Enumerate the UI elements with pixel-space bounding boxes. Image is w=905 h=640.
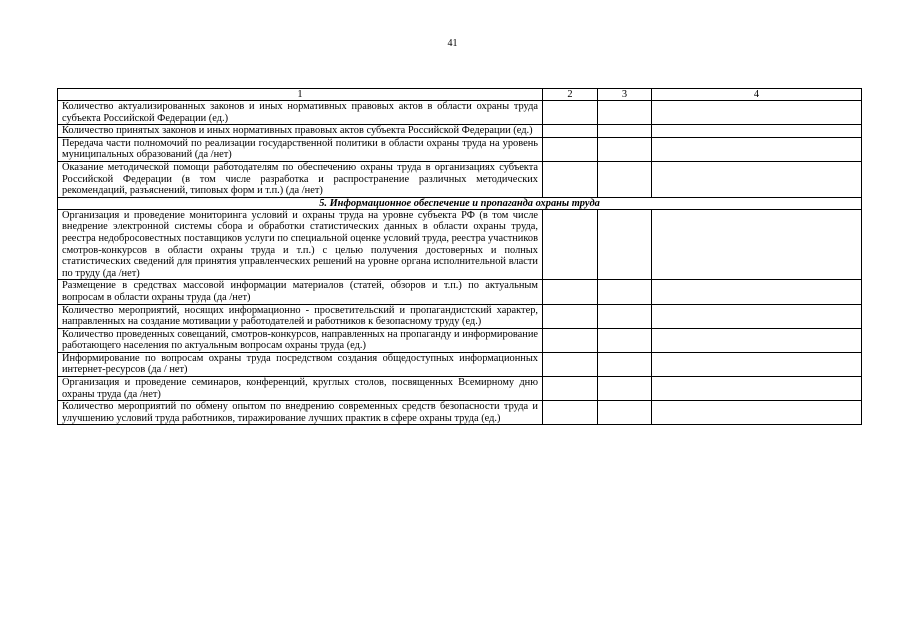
row-description: Количество мероприятий, носящих информационно - просветительский и пропагандистский характер, направленных на создание мотивации у работодателей и работников к безопасному труду (ед.) bbox=[58, 304, 543, 328]
report-table bbox=[57, 88, 862, 425]
table-row bbox=[58, 352, 862, 376]
cell-col2 bbox=[543, 125, 598, 138]
row-description: Количество проведенных совещаний, смотров-конкурсов, направленных на пропаганду и информирование работающего населения по актуальным вопросам охраны труда (ед.) bbox=[58, 328, 543, 352]
cell-col2 bbox=[543, 161, 598, 197]
cell-col4 bbox=[652, 401, 862, 425]
cell-col4 bbox=[652, 377, 862, 401]
row-description: Информирование по вопросам охраны труда посредством создания общедоступных информационных интернет-ресурсов (да / нет) bbox=[58, 352, 543, 376]
cell-col2 bbox=[543, 209, 598, 280]
cell-col2 bbox=[543, 401, 598, 425]
table-row bbox=[58, 161, 862, 197]
cell-col2 bbox=[543, 280, 598, 304]
row-description: Количество принятых законов и иных нормативных правовых актов субъекта Российской Федерации (ед.) bbox=[58, 125, 543, 138]
page-number: 41 bbox=[447, 38, 458, 49]
column-header-1: 1 bbox=[58, 89, 543, 101]
cell-col4 bbox=[652, 352, 862, 376]
row-description: Оказание методической помощи работодателям по обеспечению охраны труда в организациях субъекта Российской Федерации (в том числе разработка и распространение различных методических рекомендаций, разъяснений, типовых форм и т.п.) (да /нет) bbox=[58, 161, 543, 197]
cell-col4 bbox=[652, 161, 862, 197]
cell-col3 bbox=[598, 352, 652, 376]
table-row bbox=[58, 209, 862, 280]
cell-col3 bbox=[598, 125, 652, 138]
cell-col4 bbox=[652, 304, 862, 328]
table-row bbox=[58, 125, 862, 138]
column-header-4: 4 bbox=[652, 89, 862, 101]
row-description: Количество актуализированных законов и иных нормативных правовых актов в области охраны труда субъекта Российской Федерации (ед.) bbox=[58, 101, 543, 125]
row-description: Количество мероприятий по обмену опытом по внедрению современных средств безопасности труда и улучшению условий труда работников, тиражирование лучших практик в сфере охраны труда (ед.) bbox=[58, 401, 543, 425]
cell-col2 bbox=[543, 352, 598, 376]
row-description: Организация и проведение семинаров, конференций, круглых столов, посвященных Всемирному дню охраны труда (да /нет) bbox=[58, 377, 543, 401]
table-row bbox=[58, 137, 862, 161]
row-description: Организация и проведение мониторинга условий и охраны труда на уровне субъекта РФ (в том числе внедрение электронной системы сбора и обработки статистических данных в области охраны труда, реестра недобросовестных поставщиков услуги по специальной оценке условий труда, реестра участников смотров-конкурсов в области охраны труда и т.п.) с целью получения достоверных и полных статистических сведений для принятия управленческих решений на уровне органа исполнительной власти по труду (да /нет) bbox=[58, 209, 543, 280]
cell-col4 bbox=[652, 328, 862, 352]
row-description: Размещение в средствах массовой информации материалов (статей, обзоров и т.п.) по актуальным вопросам в области охраны труда (да /нет) bbox=[58, 280, 543, 304]
column-header-2: 2 bbox=[543, 89, 598, 101]
table-row bbox=[58, 401, 862, 425]
cell-col3 bbox=[598, 101, 652, 125]
cell-col4 bbox=[652, 137, 862, 161]
cell-col4 bbox=[652, 101, 862, 125]
table-row bbox=[58, 280, 862, 304]
cell-col3 bbox=[598, 328, 652, 352]
cell-col3 bbox=[598, 304, 652, 328]
table-row bbox=[58, 328, 862, 352]
cell-col3 bbox=[598, 401, 652, 425]
cell-col2 bbox=[543, 101, 598, 125]
cell-col4 bbox=[652, 125, 862, 138]
table-row bbox=[58, 304, 862, 328]
row-description: Передача части полномочий по реализации государственной политики в области охраны труда на уровень муниципальных образований (да /нет) bbox=[58, 137, 543, 161]
cell-col2 bbox=[543, 328, 598, 352]
cell-col3 bbox=[598, 280, 652, 304]
cell-col3 bbox=[598, 377, 652, 401]
table-header-row bbox=[58, 89, 862, 101]
section-title: 5. Информационное обеспечение и пропаганда охраны труда bbox=[58, 197, 862, 209]
table-row bbox=[58, 101, 862, 125]
cell-col3 bbox=[598, 161, 652, 197]
column-header-3: 3 bbox=[598, 89, 652, 101]
cell-col3 bbox=[598, 209, 652, 280]
cell-col3 bbox=[598, 137, 652, 161]
table-row bbox=[58, 377, 862, 401]
cell-col4 bbox=[652, 280, 862, 304]
cell-col4 bbox=[652, 209, 862, 280]
cell-col2 bbox=[543, 377, 598, 401]
section-header-row bbox=[58, 197, 862, 209]
cell-col2 bbox=[543, 304, 598, 328]
cell-col2 bbox=[543, 137, 598, 161]
